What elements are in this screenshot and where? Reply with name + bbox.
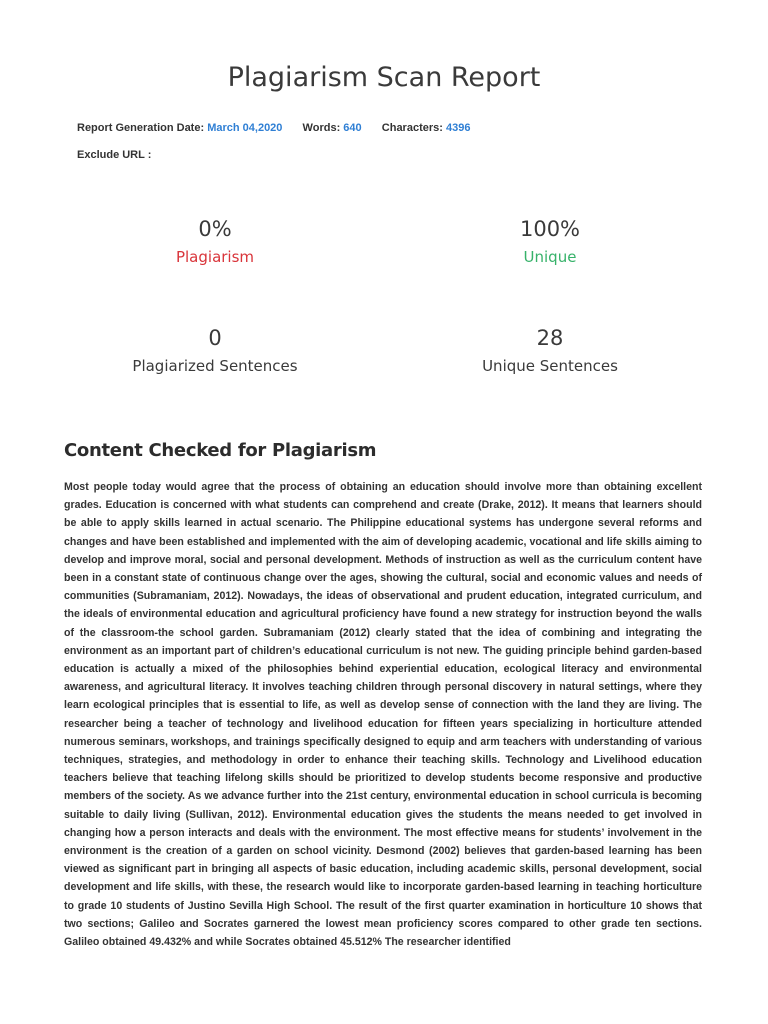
page-title: Plagiarism Scan Report: [227, 62, 541, 93]
checked-content-text: Most people today would agree that the process of obtaining an education should involve more than obtaining excellent grades. Education is concerned with what students can comprehend and create (Drake, 2012). It means that learners should be able to apply skills learned in actual scenario. The Philippine educational systems has undergone several reforms and changes and have been established and implemented with the aim of developing academic, vocational and life skills aiming to develop and improve moral, social and personal development. Methods of instruction as well as the curriculum content have been in a constant state of continuous change over the ages, showing the cultural, social and economic values and needs of communities (Subramaniam, 2012). Nowadays, the ideas of observational and prudent education, integrated curriculum, and the ideals of environmental education and agricultural proficiency have found a new strategy for instruction beyond the walls of the classroom-the school garden. Subramaniam (2012) clearly stated that the idea of combining and integrating the environment as an important part of children’s educational curriculum is not new. The guiding principle behind garden-based education is actually a mixed of the philosophies behind experiential education, ecological literacy and environmental awareness, and agricultural literacy. It involves teaching children through personal discovery in natural settings, where they learn ecological principles that is essential to life, as well as develop sense of connection with the land they are living. The researcher being a teacher of technology and livelihood education for fifteen years specializing in horticulture attended numerous seminars, workshops, and trainings specifically designed to equip and arm teachers with understanding of various techniques, strategies, and methodology in order to enhance their teaching skills. Technology and Livelihood education teachers believe that teaching lifelong skills should be prioritized to develop students become responsive and productive members of the society. As we advance further into the 21st century, environmental education in school curricula is becoming suitable to daily living (Sullivan, 2012). Environmental education gives the students the means needed to get involved in changing how a person interacts and deals with the environment. The most effective means for students’ involvement in the environment is the creation of a garden on school vicinity. Desmond (2002) believes that garden-based learning has been viewed as significant part in bringing all aspects of basic education, including academic skills, personal development, social development and life skills, with these, the research would like to incorporate garden-based learning in teaching horticulture to grade 10 students of Justino Sevilla High School. The result of the first quarter examination in horticulture 10 shows that two sections; Galileo and Socrates garnered the lowest mean proficiency scores compared to other grade ten sections. Galileo obtained 49.432% and while Socrates obtained 45.512% The researcher identified: [64, 481, 702, 949]
exclude-url-label: Exclude URL :: [77, 149, 152, 161]
unique-stat: [400, 216, 700, 268]
characters-label: Characters:: [381, 122, 443, 134]
words-value: 640: [343, 122, 362, 134]
unique-percent: 100%: [519, 217, 581, 241]
plagiarized-sentences-count: 0: [208, 326, 222, 350]
exclude-url-line: [77, 149, 151, 161]
content-heading: Content Checked for Plagiarism: [64, 440, 377, 461]
plagiarism-label: Plagiarism: [175, 248, 255, 266]
characters-value: 4396: [445, 122, 471, 134]
plagiarized-sentences-label: Plagiarized Sentences: [132, 357, 298, 375]
plagiarized-sentences-stat: [65, 325, 365, 377]
unique-label: Unique: [523, 248, 577, 266]
plagiarism-stat: [65, 216, 365, 268]
words-label: Words:: [302, 122, 341, 134]
report-meta-line: [77, 122, 470, 134]
report-date-value: March 04,2020: [207, 122, 283, 134]
unique-sentences-stat: [400, 325, 700, 377]
unique-sentences-count: 28: [536, 326, 564, 350]
unique-sentences-label: Unique Sentences: [482, 357, 618, 375]
report-date-label: Report Generation Date:: [77, 122, 205, 134]
plagiarism-percent: 0%: [198, 217, 232, 241]
